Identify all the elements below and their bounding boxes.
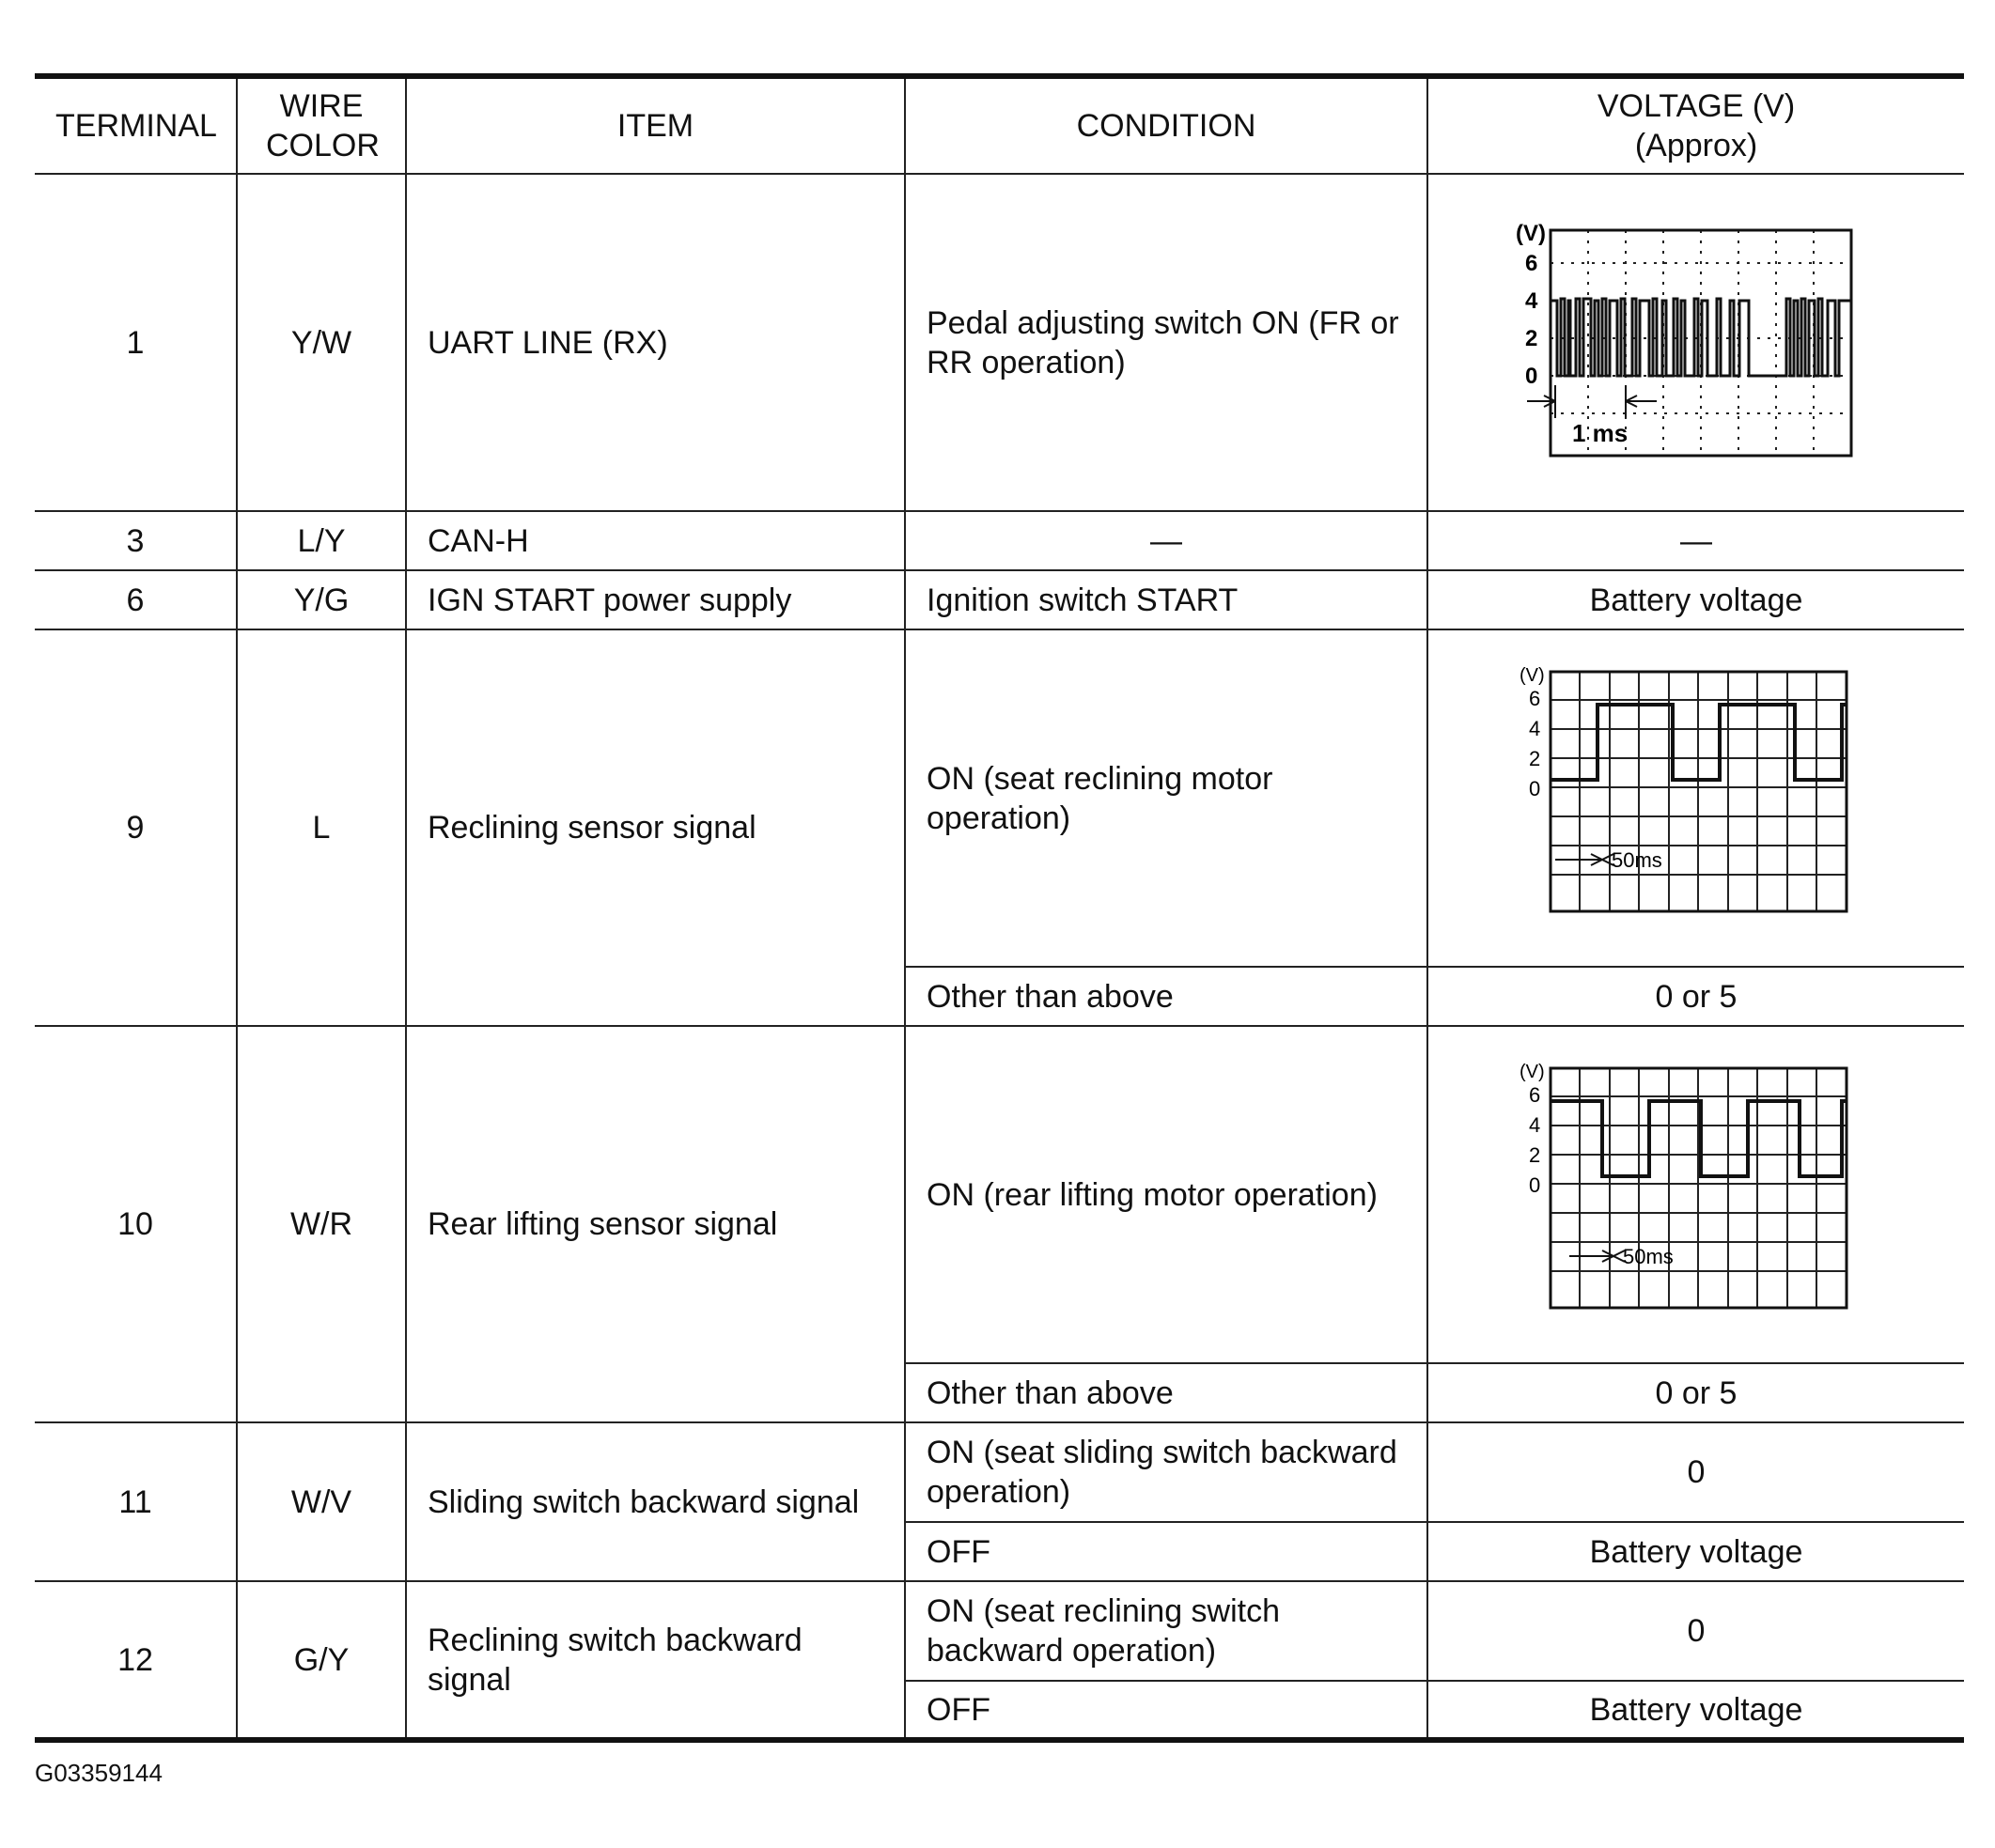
header-item: ITEM (406, 76, 905, 174)
rear-lifting-tick-0: 0 (1529, 1172, 1541, 1197)
header-voltage (1427, 76, 1964, 174)
voltage-cell: 0 (1427, 1422, 1964, 1522)
rear-lifting-tick-4: 4 (1529, 1112, 1541, 1137)
voltage-cell: Battery voltage (1427, 570, 1964, 629)
voltage-cell: Battery voltage (1427, 1522, 1964, 1581)
table-row (35, 629, 1964, 967)
uart-signal-trace (1551, 299, 1851, 376)
condition-cell: Pedal adjusting switch ON (FR or RR operation) (905, 174, 1427, 511)
condition-cell: Other than above (905, 1363, 1427, 1422)
rear-lifting-tick-2: 2 (1529, 1142, 1541, 1167)
header-condition: CONDITION (905, 76, 1427, 174)
condition-cell: OFF (905, 1522, 1427, 1581)
uart-time-label: 1 ms (1572, 418, 1629, 447)
item-cell: Sliding switch backward signal (406, 1422, 905, 1581)
rear-lifting-arrow (1569, 1250, 1613, 1262)
item-cell: CAN-H (406, 511, 905, 570)
voltage-cell: — (1427, 511, 1964, 570)
wire-color-cell: G/Y (237, 1581, 406, 1740)
voltage-cell: 0 or 5 (1427, 1363, 1964, 1422)
voltage-waveform-cell (1427, 174, 1964, 511)
table-header-row (35, 76, 1964, 174)
table-row (35, 1581, 1964, 1681)
rear-lifting-waveform-chart (1499, 1059, 1894, 1331)
terminal-cell: 3 (35, 511, 237, 570)
uart-tick-2: 2 (1525, 325, 1538, 351)
item-cell: IGN START power supply (406, 570, 905, 629)
item-cell: Reclining sensor signal (406, 629, 905, 1026)
table-row (35, 174, 1964, 511)
condition-cell: — (905, 511, 1427, 570)
header-voltage-sub: (Approx) (1634, 128, 1758, 163)
rear-lifting-time-label: 50ms (1623, 1244, 1674, 1268)
uart-arrow-left (1626, 396, 1657, 407)
rear-lifting-grid (1551, 1068, 1847, 1308)
voltage-waveform-cell (1427, 1026, 1964, 1363)
rear-lifting-unit-label: (V) (1520, 1061, 1545, 1082)
reclining-tick-0: 0 (1529, 776, 1541, 800)
table-row (35, 570, 1964, 629)
reclining-unit-label: (V) (1520, 664, 1545, 686)
voltage-cell: Battery voltage (1427, 1681, 1964, 1740)
reclining-tick-2: 2 (1529, 746, 1541, 770)
wire-color-cell: W/V (237, 1422, 406, 1581)
wire-color-cell: W/R (237, 1026, 406, 1422)
terminal-cell: 11 (35, 1422, 237, 1581)
table-row (35, 511, 1964, 570)
condition-cell: Other than above (905, 967, 1427, 1026)
rear-lifting-tick-6: 6 (1529, 1082, 1541, 1107)
uart-tick-6: 6 (1525, 250, 1538, 276)
uart-unit-label: (V) (1516, 220, 1546, 246)
reclining-waveform-chart (1499, 662, 1894, 935)
header-terminal: TERMINAL (35, 76, 237, 174)
wire-color-cell: L (237, 629, 406, 1026)
voltage-cell: 0 (1427, 1581, 1964, 1681)
condition-cell: Ignition switch START (905, 570, 1427, 629)
terminal-cell: 9 (35, 629, 237, 1026)
terminal-cell: 6 (35, 570, 237, 629)
reclining-grid (1551, 672, 1847, 911)
item-cell: Rear lifting sensor signal (406, 1026, 905, 1422)
reclining-tick-4: 4 (1529, 716, 1541, 740)
condition-cell: ON (seat reclining motor operation) (905, 629, 1427, 967)
condition-cell: ON (seat sliding switch backward operation) (905, 1422, 1427, 1522)
wire-color-cell: Y/W (237, 174, 406, 511)
terminal-voltage-table (35, 73, 1964, 1743)
table-row (35, 1422, 1964, 1522)
table-row (35, 1026, 1964, 1363)
voltage-waveform-cell (1427, 629, 1964, 967)
terminal-cell: 12 (35, 1581, 237, 1740)
condition-cell: ON (seat reclining switch backward operation) (905, 1581, 1427, 1681)
uart-tick-4: 4 (1525, 287, 1538, 314)
item-cell: UART LINE (RX) (406, 174, 905, 511)
item-cell: Reclining switch backward signal (406, 1581, 905, 1740)
figure-id: G03359144 (35, 1759, 163, 1787)
reclining-tick-6: 6 (1529, 686, 1541, 710)
wire-color-cell: Y/G (237, 570, 406, 629)
uart-waveform-chart (1508, 216, 1884, 470)
reclining-time-label: 50ms (1612, 847, 1662, 872)
wire-color-cell: L/Y (237, 511, 406, 570)
terminal-cell: 10 (35, 1026, 237, 1422)
condition-cell: ON (rear lifting motor operation) (905, 1026, 1427, 1363)
condition-cell: OFF (905, 1681, 1427, 1740)
voltage-cell: 0 or 5 (1427, 967, 1964, 1026)
header-voltage-title: VOLTAGE (V) (1597, 88, 1796, 124)
terminal-cell: 1 (35, 174, 237, 511)
uart-tick-0: 0 (1525, 363, 1538, 389)
header-wire-color: WIRE COLOR (237, 76, 406, 174)
